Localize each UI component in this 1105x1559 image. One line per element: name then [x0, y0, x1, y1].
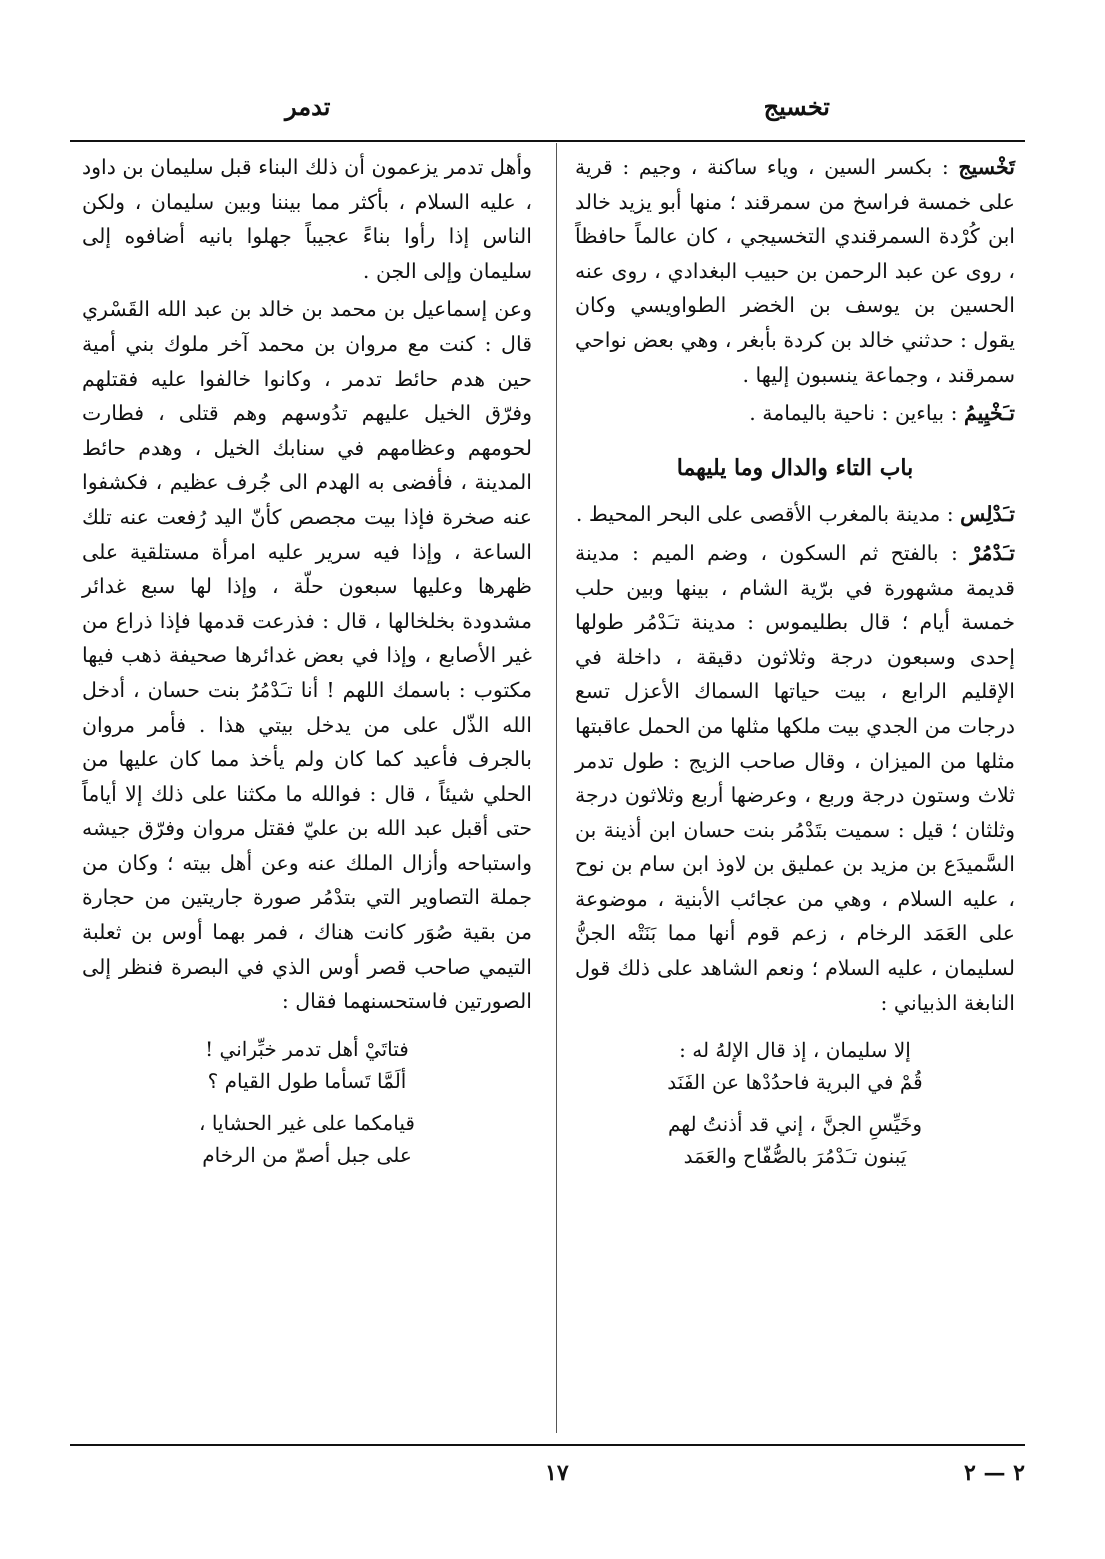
left-column — [82, 150, 532, 1185]
verse-line: وخَيِّسِ الجنَّ ، إني قد أذنتُ لهم — [667, 1112, 923, 1137]
verse — [82, 1107, 532, 1171]
entry-headword: تَخْسيج — [958, 155, 1015, 179]
verse-line: فتاتَيْ أهل تدمر خبِّراني ! — [205, 1036, 409, 1061]
verse-line: يَبنون تـَدْمُرَ بالصُّفّاح والعَمَد — [683, 1144, 907, 1169]
poem-nabigha — [575, 1034, 1015, 1172]
entry-takhsij — [575, 150, 1015, 392]
verse-line: إلا سليمان ، إذ قال الإلهُ له : — [679, 1038, 911, 1063]
entry-headword: تـَدْلِس — [960, 502, 1015, 527]
paragraph: وأهل تدمر يزعمون أن ذلك البناء قبل سليمان بن داود ، عليه السلام ، بأكثر مما بيننا وبين سليمان ، ولكن الناس إذا رأوا بناءً عجيباً جهلوا بانيه أضافوه إلى سليمان وإلى الجن . — [82, 155, 532, 283]
poem-aws — [82, 1033, 532, 1171]
footer-rule — [70, 1444, 1025, 1446]
right-column — [575, 150, 1015, 1186]
verse-line: على جبل أصمّ من الرخام — [202, 1142, 412, 1167]
section-title: باب التاء والدال وما يليهما — [676, 454, 914, 481]
entry-headword: تـَدْمُرْ — [970, 540, 1015, 565]
entry-headword: تـَخْيِيمُ — [964, 401, 1015, 426]
verse — [82, 1033, 532, 1097]
left-headword: تدمر — [285, 92, 331, 121]
verse-line: قيامكما على غير الحشايا ، — [199, 1110, 415, 1135]
entry-text: : مدينة بالمغرب الأقصى على البحر المحيط . — [575, 502, 954, 527]
entry-text: : بالفتح ثم السكون ، وضم الميم : مدينة قديمة مشهورة في برّية الشام ، بينها وبين حلب خمسة أيام ؛ قال بطليموس : مدينة تـَدْمُر طولها إحدى وسبعون درجة وثلاثون دقيقة ، داخلة في الإقليم الرابع ، بيت حياتها السماك الأعزل تسع درجات من الجدي بيت ملكها مثلها من الحمل عاقبتها مثلها من الميزان ، وقال صاحب الزيج : طول تدمر ثلاث وستون درجة وربع ، وعرضها أربع وثلاثون درجة وثلثان ؛ قيل : سميت بتَدْمُر بنت حسان ابن أذينة بن السَّميدَع بن مزيد بن عمليق بن لاوذ ابن سام بن نوح ، عليه السلام ، وهي من عجائب الأبنية ، موضوعة على العَمَد الرخام ، زعم قوم أنها مما بَنَتْه الجنُّ لسليمان ، عليه السلام ؛ ونعم الشاهد على ذلك قول النابغة الذبياني : — [575, 540, 1015, 1015]
entry-tadlis — [575, 497, 1015, 532]
entry-takhyim — [575, 396, 1015, 431]
verse — [575, 1108, 1015, 1172]
column-divider — [556, 143, 557, 1433]
paragraph: وعن إسماعيل بن محمد بن خالد بن عبد الله القَسْري قال : كنت مع مروان بن محمد آخر ملوك بني أمية حين هدم حائط تدمر ، وكانوا خالفوا عليه فقتلهم وفرّق الخيل عليهم تدُوسهم وهم قتلى ، فطارت لحومهم وعظامهم في سنابك الخيل ، وهدم حائط المدينة ، فأفضى به الهدم الى جُرف عظيم ، فكشفوا عنه صخرة فإذا بيت مجصص كأنّ اليد رُفعت عنه تلك الساعة ، وإذا فيه سرير عليه امرأة مستلقية على ظهرها وعليها سبعون حلّة ، وإذا لها سبع غدائر مشدودة بخلخالها ، قال : فذرعت قدمها فإذا ذراع من غير الأصابع ، وإذا في بعض غدائرها صحيفة ذهب فيها مكتوب : باسمك اللهم ! أنا تـَدْمُرُ بنت حسان ، أدخل الله الذّل على من يدخل بيتي هذا . فأمر مروان بالجرف فأعيد كما كان ولم يأخذ مما كان عليها من الحلي شيئاً ، قال : فوالله ما مكثنا على ذلك إلا أياماً حتى أقبل عبد الله بن عليّ فقتل مروان وفرّق جيشه واستباحه وأزال الملك عنه وعن أهل بيته ؛ وكان من جملة التصاوير التي بتدْمُر صورة جاريتين من حجارة من بقية صُوَر كانت هناك ، فمر بهما أوس بن ثعلبة التيمي صاحب قصر أوس الذي في البصرة فنظر إلى الصورتين فاستحسنهما فقال : — [82, 297, 532, 1014]
page-number: ١٧ — [545, 1460, 569, 1486]
verse — [575, 1034, 1015, 1098]
entry-text: : بياءين : ناحية باليمامة . — [749, 401, 958, 426]
verse-line: ألَمَّا تَسأما طول القيام ؟ — [207, 1068, 407, 1093]
right-headword: تخسيج — [763, 92, 830, 121]
running-header — [70, 92, 1025, 132]
verse-line: قُمْ في البرية فاحدُدْها عن الفَنَد — [667, 1070, 923, 1095]
entry-tadmur — [575, 536, 1015, 1020]
entry-text: : بكسر السين ، وياء ساكنة ، وجيم : قرية على خمسة فراسخ من سمرقند ؛ منها أبو يزيد خالد ابن كُرْدة السمرقندي التخسيجي ، كان عالماً حافظاً ، روى عن عبد الرحمن بن حبيب البغدادي ، روى عنه الحسين بن يوسف بن الخضر الطواويسي وكان يقول : حدثني خالد بن كردة بأبغر ، وهي بعض نواحي سمرقند ، وجماعة ينسبون إليها . — [575, 155, 1015, 387]
header-rule — [70, 140, 1025, 142]
signature-mark: ٢ — ٢ — [964, 1460, 1025, 1486]
